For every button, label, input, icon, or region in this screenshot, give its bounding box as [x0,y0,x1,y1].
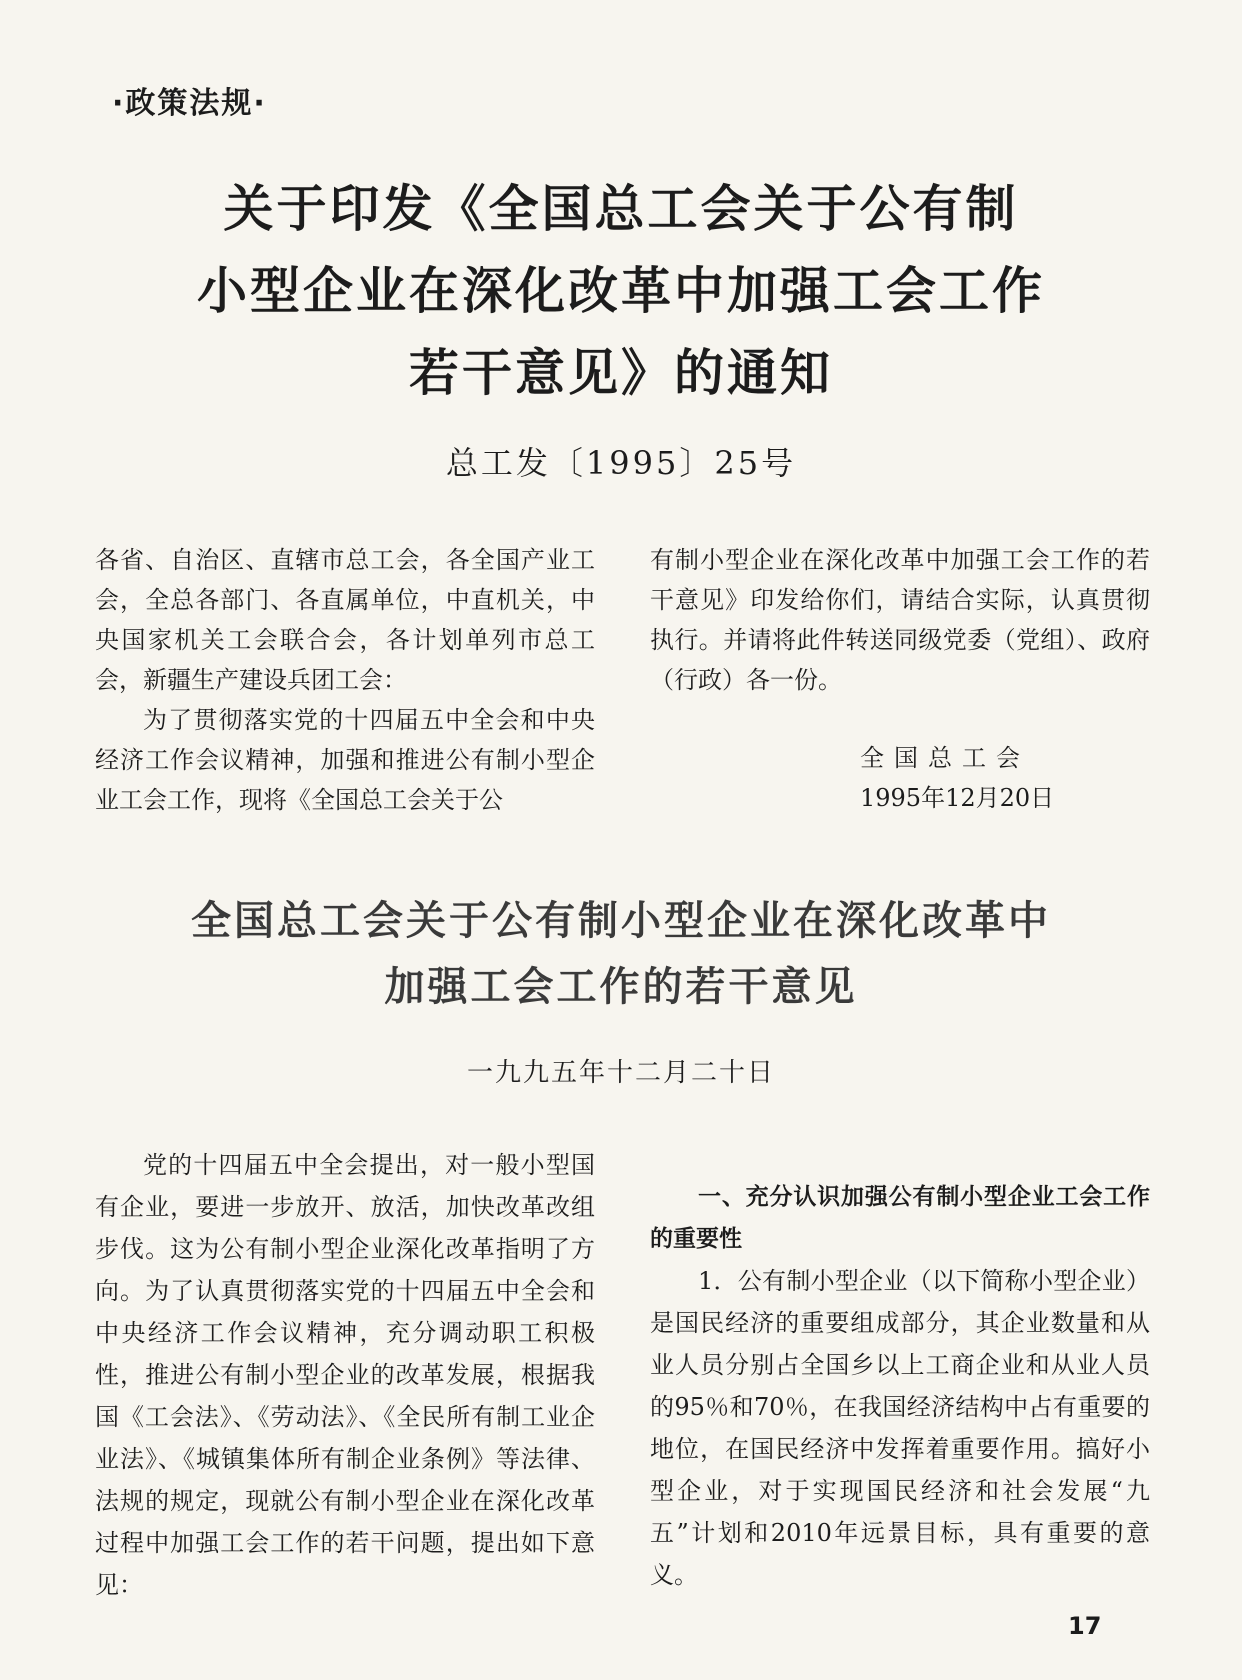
section-1-paragraph-1: 1．公有制小型企业（以下简称小型企业）是国民经济的重要组成部分，其企业数量和从业人员分别占全国乡以上工商企业和从业人员的95％和70％，在我国经济结构中占有重要的地位，在国民经济中发挥着重要作用。搞好小型企业，对于实现国民经济和社会发展“九五”计划和2010年远景目标，具有重要的意义。 [650,1267,1150,1589]
notice-title [0,168,1242,414]
page-number: 17 [1068,1612,1102,1640]
opinion-title-line-1: 全国总工会关于公有制小型企业在深化改革中 [191,898,1051,944]
opinion-left-column [95,1144,595,1606]
notice-right-column [650,540,1150,700]
notice-title-line-3: 若干意见》的通知 [409,344,833,402]
notice-body-left: 为了贯彻落实党的十四届五中全会和中央经济工作会议精神，加强和推进公有制小型企业工会工作，现将《全国总工会关于公 [95,706,595,814]
notice-title-line-1: 关于印发《全国总工会关于公有制 [223,180,1019,238]
signature-date: 1995年12月20日 [860,784,1055,812]
signatory: 全国总工会 [860,744,1030,772]
notice-signature [860,738,1054,818]
document-number: 总工发〔1995〕25号 [445,444,797,482]
section-1-heading: 一、充分认识加强公有制小型企业工会工作的重要性 [650,1184,1150,1252]
opinion-right-column [650,1176,1150,1596]
opinion-date: 一九九五年十二月二十日 [466,1058,775,1088]
opinion-title [0,888,1242,1020]
notice-body-right: 有制小型企业在深化改革中加强工会工作的若干意见》印发给你们，请结合实际，认真贯彻执行。并请将此件转送同级党委（党组）、政府（行政）各一份。 [650,546,1150,694]
notice-recipients: 各省、自治区、直辖市总工会，各全国产业工会，全总各部门、各直属单位，中直机关，中央国家机关工会联合会，各计划单列市总工会，新疆生产建设兵团工会： [95,546,595,694]
notice-left-column [95,540,595,820]
opinion-title-line-2: 加强工会工作的若干意见 [384,964,858,1010]
opinion-intro: 党的十四届五中全会提出，对一般小型国有企业，要进一步放开、放活，加快改革改组步伐。这为公有制小型企业深化改革指明了方向。为了认真贯彻落实党的十四届五中全会和中央经济工作会议精神，充分调动职工积极性，推进公有制小型企业的改革发展，根据我国《工会法》、《劳动法》、《全民所有制工业企业法》、《城镇集体所有制企业条例》等法律、法规的规定，现就公有制小型企业在深化改革过程中加强工会工作的若干问题，提出如下意见： [95,1151,595,1599]
notice-title-line-2: 小型企业在深化改革中加强工会工作 [197,262,1045,320]
section-tag: ·政策法规· [112,86,267,121]
